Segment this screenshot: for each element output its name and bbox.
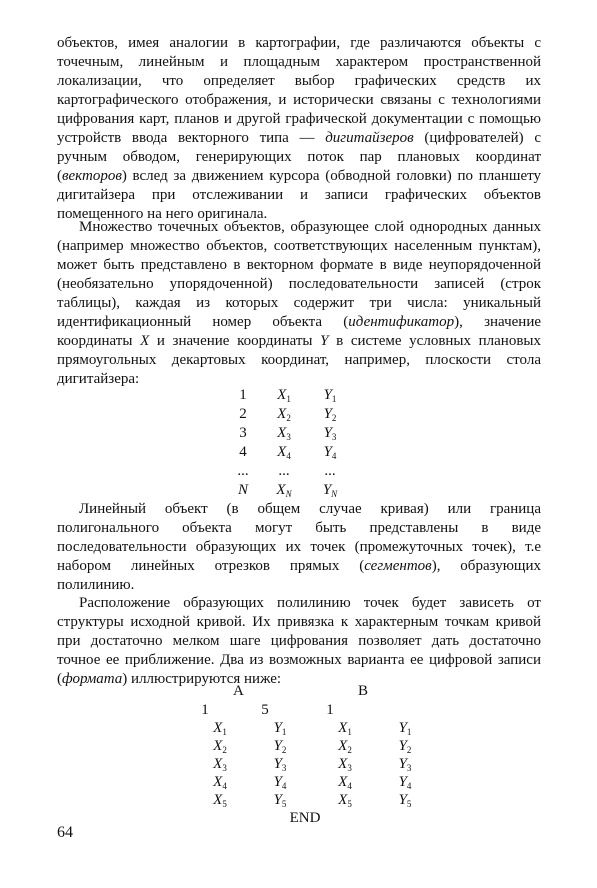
y-cell xyxy=(307,443,353,462)
table-row xyxy=(185,755,425,773)
x-coordinate: $X_1$ xyxy=(277,387,291,404)
y-coordinate: $Y_1$ xyxy=(323,387,337,404)
y-coordinate: $Y_4$ xyxy=(398,774,412,791)
count-b-start: 1 xyxy=(326,702,334,718)
text: Линейный объект (в общем случае кривая) или граница полигонального объекта могут быть представлены в виде последовательности образующих их точек (промежуточных точек), т.е набором линейных отрезков прямых ( xyxy=(57,501,541,574)
y-coordinate: $Y_5$ xyxy=(398,792,412,809)
text: и значение координаты xyxy=(149,333,321,349)
point-id: N xyxy=(237,482,248,498)
point-id: 3 xyxy=(239,425,247,441)
point-id: 2 xyxy=(239,406,247,422)
x-coordinate: $X_3$ xyxy=(213,756,227,773)
table-row xyxy=(225,443,365,462)
x-coordinate: $X_4$ xyxy=(277,444,291,461)
x-cell xyxy=(261,405,307,424)
x-cell xyxy=(261,386,307,405)
x-coordinate: $X_2$ xyxy=(277,406,291,423)
point-count-row xyxy=(185,701,425,719)
y-coordinate: $Y_4$ xyxy=(323,444,337,461)
text: ) иллюстрируются ниже: xyxy=(122,671,282,687)
paragraph-point-objects xyxy=(57,218,541,389)
y-coordinate: $Y_2$ xyxy=(323,406,337,423)
x-coordinate: $X_4$ xyxy=(338,774,352,791)
x-coordinate: $X_2$ xyxy=(338,738,352,755)
x-coordinate: $X_1$ xyxy=(213,720,227,737)
paragraph-polyline-format xyxy=(57,594,541,689)
x-coordinate: $X_2$ xyxy=(213,738,227,755)
y-cell xyxy=(307,405,353,424)
paragraph-vector-intro xyxy=(57,34,541,224)
table-row xyxy=(225,424,365,443)
text: ), образующих полилинию. xyxy=(57,558,541,593)
term-vectors: векторов xyxy=(62,168,122,184)
table-row xyxy=(185,737,425,755)
y-coordinate: $Y_3$ xyxy=(323,425,337,442)
y-cell xyxy=(307,386,353,405)
x-coordinate: $X_5$ xyxy=(338,792,352,809)
text: (цифрователей) с ручным обводом, генерирующих поток пар плановых координат ( xyxy=(57,130,541,184)
text: Множество точечных объектов, образующее слой однородных данных (например множество объектов, соответствующих населенным пунктам), может быть представлено в векторном формате в виде неупорядоченной (необязательно упорядоченной) последовательности записей (строк таблицы), каждая из которых содержит три числа: уникальный идентификационный номер объекта ( xyxy=(57,219,541,330)
term-format: формата xyxy=(62,671,123,687)
x-cell xyxy=(261,443,307,462)
table-row xyxy=(185,791,425,809)
y-coordinate: $Y_2$ xyxy=(273,738,287,755)
format-label-b: B xyxy=(358,683,369,699)
y-cell: ... xyxy=(324,463,336,479)
x-coordinate: $X_1$ xyxy=(338,720,352,737)
x-coordinate: $X_N$ xyxy=(276,482,292,499)
term-segments: сегментов xyxy=(364,558,432,574)
text: в системе условных плановых прямоугольных декартовых координат, например, плоскости стола дигитайзера: xyxy=(57,333,541,387)
term-digitizers: дигитайзеров xyxy=(325,130,414,146)
x-coordinate: $X_4$ xyxy=(213,774,227,791)
polyline-format-table xyxy=(185,682,425,827)
x-cell: ... xyxy=(278,463,290,479)
count-a-n: 5 xyxy=(261,702,269,718)
x-cell xyxy=(261,424,307,443)
term-identifier: идентификатор xyxy=(348,314,455,330)
y-cell xyxy=(307,424,353,443)
table-row xyxy=(225,462,365,481)
text: ), значение координаты xyxy=(57,314,542,349)
x-coordinate: $X_3$ xyxy=(338,756,352,773)
y-coordinate: $Y_N$ xyxy=(322,482,338,499)
page-number: 64 xyxy=(57,824,73,841)
format-labels xyxy=(185,682,425,701)
text: ) вслед за движением курсора (обводной головки) по планшету дигитайзера при отслеживании и записи графических объектов помещенного на него оригинала. xyxy=(57,168,541,222)
table-row xyxy=(225,481,365,500)
point-id: 4 xyxy=(239,444,247,460)
y-cell xyxy=(307,481,353,500)
y-coordinate: $Y_3$ xyxy=(273,756,287,773)
y-coordinate: $Y_2$ xyxy=(398,738,412,755)
point-id: ... xyxy=(237,463,249,479)
y-coordinate: $Y_4$ xyxy=(273,774,287,791)
y-coordinate: $Y_5$ xyxy=(273,792,287,809)
format-label-a: A xyxy=(233,683,244,699)
table-row xyxy=(225,386,365,405)
table-row xyxy=(185,773,425,791)
x-cell xyxy=(261,481,307,500)
var-y: Y xyxy=(320,333,329,349)
y-coordinate: $Y_1$ xyxy=(273,720,287,737)
end-marker: END xyxy=(289,810,321,826)
paragraph-line-objects xyxy=(57,500,541,595)
y-coordinate: $Y_3$ xyxy=(398,756,412,773)
x-coordinate: $X_5$ xyxy=(213,792,227,809)
x-coordinate: $X_3$ xyxy=(277,425,291,442)
point-table xyxy=(225,386,365,500)
text: объектов, имея аналогии в картографии, где различаются объекты с точечным, линейным и площадным характером пространственной локализации, что определяет выбор графических средств их картографического отображения, и исторически связаны с технологиями цифрования карт, планов и другой графической документации с помощью устройств ввода векторного типа — xyxy=(57,35,541,146)
var-x: X xyxy=(140,333,150,349)
y-coordinate: $Y_1$ xyxy=(398,720,412,737)
table-row xyxy=(185,719,425,737)
point-id: 1 xyxy=(239,387,247,403)
table-row xyxy=(225,405,365,424)
count-a-start: 1 xyxy=(201,702,209,718)
text: Расположение образующих полилинию точек будет зависеть от структуры исходной кривой. Их привязка к характерным точкам кривой при достаточно мелком шаге цифрования позволяет дать достаточно точное ее приближение. Два из возможных варианта ее цифровой записи ( xyxy=(57,595,541,687)
